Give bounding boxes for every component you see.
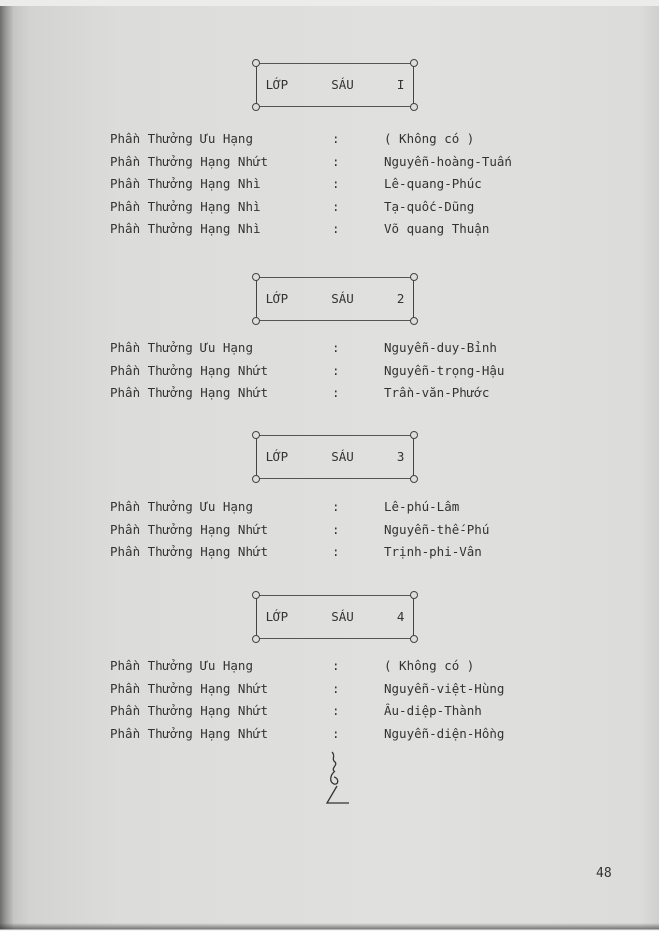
corner-circle xyxy=(252,591,260,599)
corner-circle xyxy=(252,103,260,111)
separator: : xyxy=(332,176,340,191)
award-type: Phần Thưởng Hạng Nhì xyxy=(110,198,261,214)
recipient-name: Âu-diệp-Thành xyxy=(384,703,482,718)
award-row xyxy=(110,199,550,222)
recipient-name: Trần-văn-Phước xyxy=(384,385,490,400)
separator: : xyxy=(332,362,340,378)
recipient-name: Nguyễn-hoàng-Tuấn xyxy=(384,153,512,169)
separator: : xyxy=(332,198,340,214)
recipient-name: ( Không có ) xyxy=(384,658,475,673)
corner-circle xyxy=(252,431,260,439)
separator: : xyxy=(332,221,340,236)
corner-circle xyxy=(410,317,418,325)
award-row xyxy=(110,340,550,363)
corner-circle xyxy=(410,103,418,111)
separator: : xyxy=(332,725,340,741)
separator: : xyxy=(332,385,340,400)
recipient-name: Nguyễn-duy-Bỉnh xyxy=(384,340,497,355)
class-title: LỚP SÁU 4 xyxy=(265,609,405,624)
recipient-name: Nguyễn-trọng-Hậu xyxy=(384,362,505,378)
award-type: Phần Thưởng Hạng Nhì xyxy=(110,176,261,191)
class-heading-box xyxy=(256,595,414,639)
award-row xyxy=(110,703,550,726)
recipient-name: Nguyễn-diện-Hồng xyxy=(384,725,505,741)
page-number: 48 xyxy=(596,866,612,881)
recipient-name: Nguyễn-thế-Phú xyxy=(384,521,490,537)
award-type: Phần Thưởng Hạng Nhứt xyxy=(110,680,269,696)
award-row xyxy=(110,154,550,177)
class-title: LỚP SÁU I xyxy=(265,77,405,92)
award-type: Phần Thưởng Ưu Hạng xyxy=(110,131,253,146)
recipient-name: Tạ-quốc-Dũng xyxy=(384,198,475,214)
award-row xyxy=(110,385,550,408)
award-row xyxy=(110,499,550,522)
award-list xyxy=(110,131,550,244)
award-type: Phần Thưởng Ưu Hạng xyxy=(110,340,253,355)
award-type: Phần Thưởng Hạng Nhứt xyxy=(110,544,269,559)
award-row xyxy=(110,658,550,681)
corner-circle xyxy=(252,635,260,643)
award-type: Phần Thưởng Hạng Nhứt xyxy=(110,362,269,378)
award-row xyxy=(110,681,550,704)
corner-circle xyxy=(410,475,418,483)
class-heading-box xyxy=(256,277,414,321)
award-type: Phần Thưởng Ưu Hạng xyxy=(110,658,253,673)
separator: : xyxy=(332,680,340,696)
award-type: Phần Thưởng Hạng Nhứt xyxy=(110,153,269,169)
award-type: Phần Thưởng Hạng Nhứt xyxy=(110,703,269,718)
corner-circle xyxy=(410,635,418,643)
corner-circle xyxy=(410,591,418,599)
corner-circle xyxy=(252,273,260,281)
page-top-edge xyxy=(0,0,659,6)
separator: : xyxy=(332,521,340,537)
class-heading-box xyxy=(256,435,414,479)
separator: : xyxy=(332,544,340,559)
separator: : xyxy=(332,499,340,514)
award-row xyxy=(110,221,550,244)
separator: : xyxy=(332,340,340,355)
award-row xyxy=(110,176,550,199)
class-title: LỚP SÁU 3 xyxy=(265,449,405,464)
corner-circle xyxy=(252,475,260,483)
separator: : xyxy=(332,703,340,718)
award-type: Phần Thưởng Hạng Nhứt xyxy=(110,521,269,537)
separator: : xyxy=(332,153,340,169)
separator: : xyxy=(332,131,340,146)
corner-circle xyxy=(410,273,418,281)
award-row xyxy=(110,131,550,154)
corner-circle xyxy=(252,317,260,325)
class-title: LỚP SÁU 2 xyxy=(265,291,405,306)
recipient-name: ( Không có ) xyxy=(384,131,475,146)
award-list xyxy=(110,340,550,408)
recipient-name: Nguyễn-việt-Hùng xyxy=(384,680,505,696)
recipient-name: Trịnh-phi-Vân xyxy=(384,544,482,559)
award-list xyxy=(110,658,550,748)
award-type: Phần Thưởng Hạng Nhứt xyxy=(110,385,269,400)
separator: : xyxy=(332,658,340,673)
corner-circle xyxy=(410,431,418,439)
recipient-name: Lê-phú-Lâm xyxy=(384,499,460,514)
award-type: Phần Thưởng Hạng Nhì xyxy=(110,221,261,236)
award-type: Phần Thưởng Ưu Hạng xyxy=(110,499,253,514)
award-type: Phần Thưởng Hạng Nhứt xyxy=(110,725,269,741)
recipient-name: Võ quang Thuận xyxy=(384,221,490,236)
corner-circle xyxy=(410,59,418,67)
award-list xyxy=(110,499,550,567)
award-row xyxy=(110,544,550,567)
award-row xyxy=(110,363,550,386)
recipient-name: Lê-quang-Phúc xyxy=(384,176,482,191)
class-heading-box xyxy=(256,63,414,107)
award-row xyxy=(110,726,550,749)
award-row xyxy=(110,522,550,545)
corner-circle xyxy=(252,59,260,67)
end-ornament-icon xyxy=(322,750,352,810)
